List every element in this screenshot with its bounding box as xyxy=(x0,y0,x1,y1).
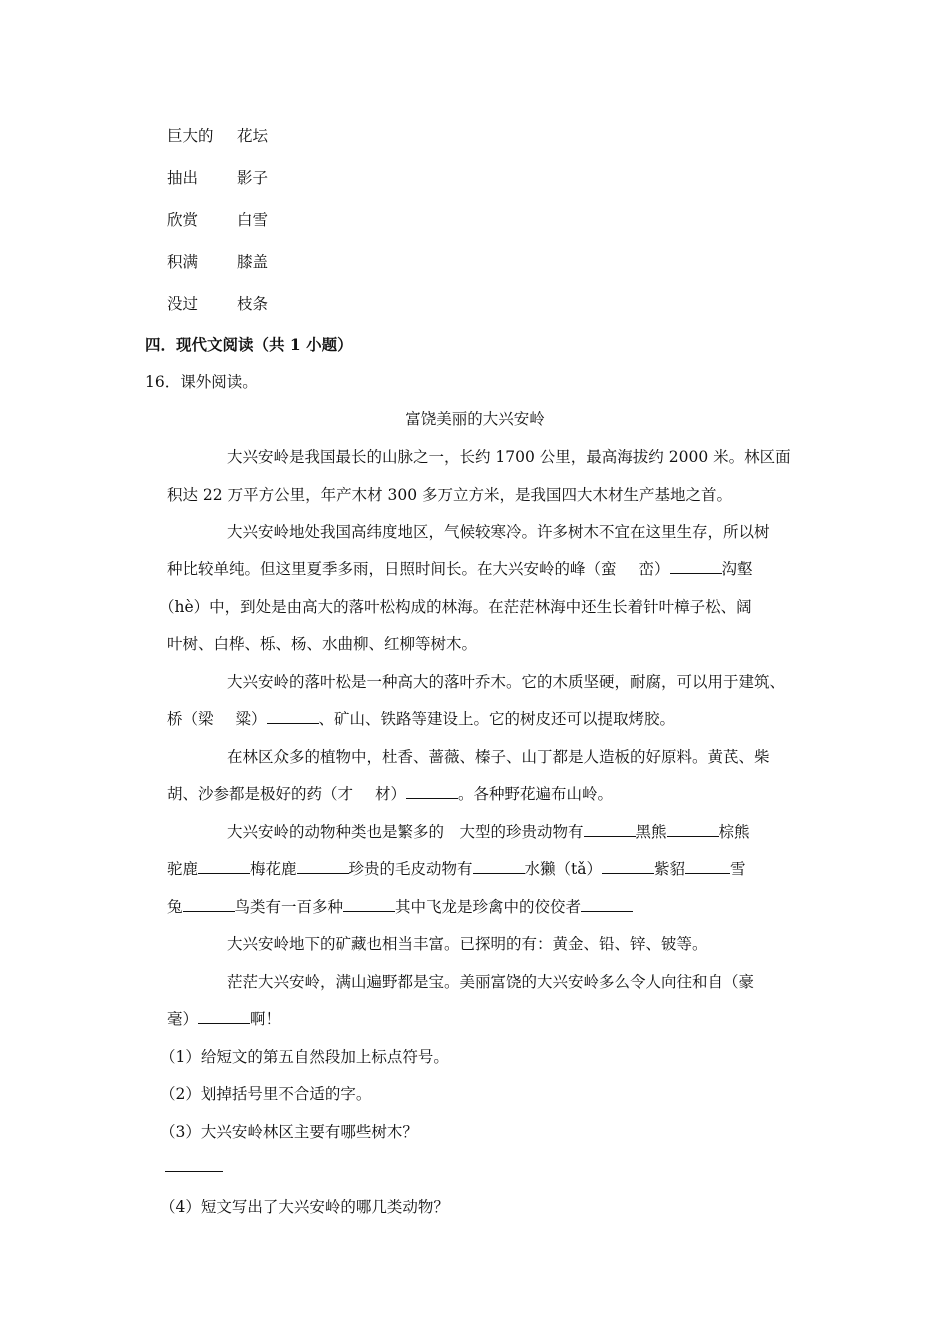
passage-text: 种比较单纯。但这里夏季多雨，日照时间长。在大兴安岭的峰（蛮 xyxy=(167,560,617,578)
passage-line: 大兴安岭的落叶松是一种高大的落叶乔木。它的木质坚硬，耐腐，可以用于建筑、 xyxy=(227,673,786,691)
passage-text: 珍贵的毛皮动物有 xyxy=(348,860,473,878)
passage-text: 水獭（tǎ） xyxy=(524,860,603,878)
passage-text: 胡、沙参都是极好的药（才 xyxy=(167,785,354,803)
passage-text: 鸟类有一百多种 xyxy=(234,898,344,916)
passage-text: 大兴安岭的动物种类也是繁多的 大型的珍贵动物有 xyxy=(227,823,584,841)
matching-left: 巨大的 xyxy=(167,127,214,145)
answer-blank[interactable] xyxy=(581,896,633,912)
question-item: （2）划掉括号里不合适的字。 xyxy=(160,1085,372,1103)
matching-left: 没过 xyxy=(167,295,199,313)
answer-blank[interactable] xyxy=(602,858,654,874)
answer-blank[interactable] xyxy=(183,896,235,912)
passage-text: 其中飞龙是珍禽中的佼佼者 xyxy=(395,898,582,916)
answer-blank[interactable] xyxy=(343,896,395,912)
question-item: （3）大兴安岭林区主要有哪些树木？ xyxy=(160,1123,418,1141)
answer-blank[interactable] xyxy=(198,1008,250,1024)
passage-line: 大兴安岭地处我国高纬度地区，气候较寒冷。许多树木不宜在这里生存，所以树 xyxy=(227,523,770,541)
question-label: 16．课外阅读。 xyxy=(145,373,258,391)
matching-left: 抽出 xyxy=(167,169,199,187)
answer-blank[interactable] xyxy=(297,858,349,874)
matching-right: 花坛 xyxy=(237,127,269,145)
passage-title: 富饶美丽的大兴安岭 xyxy=(405,410,545,428)
question-item: （1）给短文的第五自然段加上标点符号。 xyxy=(160,1048,449,1066)
passage-line xyxy=(167,896,633,918)
passage-line xyxy=(167,708,675,730)
passage-line: 大兴安岭是我国最长的山脉之一，长约 1700 公里，最高海拔约 2000 米。林区面 xyxy=(227,448,791,466)
passage-text: 棕熊 xyxy=(718,823,750,841)
passage-line xyxy=(167,858,746,880)
matching-right: 影子 xyxy=(237,169,269,187)
matching-right: 枝条 xyxy=(237,295,269,313)
passage-line: （hè）中，到处是由高大的落叶松构成的林海。在茫茫林海中还生长着针叶樟子松、阔 xyxy=(159,598,752,616)
passage-text: 峦） xyxy=(638,560,670,578)
passage-text: 、矿山、铁路等建设上。它的树皮还可以提取烤胶。 xyxy=(318,710,676,728)
passage-line: 在林区众多的植物中，杜香、蔷薇、榛子、山丁都是人造板的好原料。黄芪、柴 xyxy=(227,748,770,766)
section-heading: 四．现代文阅读（共 1 小题） xyxy=(145,335,353,354)
passage-line xyxy=(227,821,750,843)
passage-text: 驼鹿 xyxy=(167,860,199,878)
passage-line: 大兴安岭地下的矿藏也相当丰富。已探明的有：黄金、铅、锌、铍等。 xyxy=(227,935,708,953)
passage-text: 黑熊 xyxy=(635,823,667,841)
passage-text: 雪 xyxy=(730,860,746,878)
passage-text: 。各种野花遍布山岭。 xyxy=(458,785,614,803)
matching-left: 欣赏 xyxy=(167,211,199,229)
passage-line xyxy=(167,558,753,580)
passage-line: 茫茫大兴安岭，满山遍野都是宝。美丽富饶的大兴安岭多么令人向往和自（豪 xyxy=(227,973,755,991)
answer-blank[interactable] xyxy=(198,858,250,874)
matching-right: 白雪 xyxy=(237,211,269,229)
passage-text: 毫） xyxy=(167,1010,199,1028)
passage-text: 材） xyxy=(375,785,407,803)
matching-right: 膝盖 xyxy=(237,253,269,271)
answer-blank[interactable] xyxy=(473,858,525,874)
passage-text: 桥（梁 xyxy=(167,710,214,728)
answer-line[interactable] xyxy=(165,1171,223,1172)
answer-blank[interactable] xyxy=(685,858,730,874)
passage-text: 兔 xyxy=(167,898,183,916)
answer-blank[interactable] xyxy=(584,821,636,837)
answer-blank[interactable] xyxy=(667,821,719,837)
passage-text: 梅花鹿 xyxy=(250,860,297,878)
answer-blank[interactable] xyxy=(670,558,722,574)
passage-line xyxy=(167,1008,281,1030)
passage-line xyxy=(167,783,613,805)
question-item: （4）短文写出了大兴安岭的哪几类动物？ xyxy=(160,1198,449,1216)
passage-text: 啊！ xyxy=(250,1010,282,1028)
answer-blank[interactable] xyxy=(267,708,319,724)
passage-text: 沟壑 xyxy=(721,560,753,578)
passage-text: 紫貂 xyxy=(654,860,686,878)
passage-line: 叶树、白桦、栎、杨、水曲柳、红柳等树木。 xyxy=(167,635,478,653)
passage-text: 粱） xyxy=(235,710,267,728)
matching-left: 积满 xyxy=(167,253,199,271)
answer-blank[interactable] xyxy=(406,783,458,799)
passage-line: 积达 22 万平方公里，年产木材 300 多万立方米，是我国四大木材生产基地之首。 xyxy=(167,486,733,504)
